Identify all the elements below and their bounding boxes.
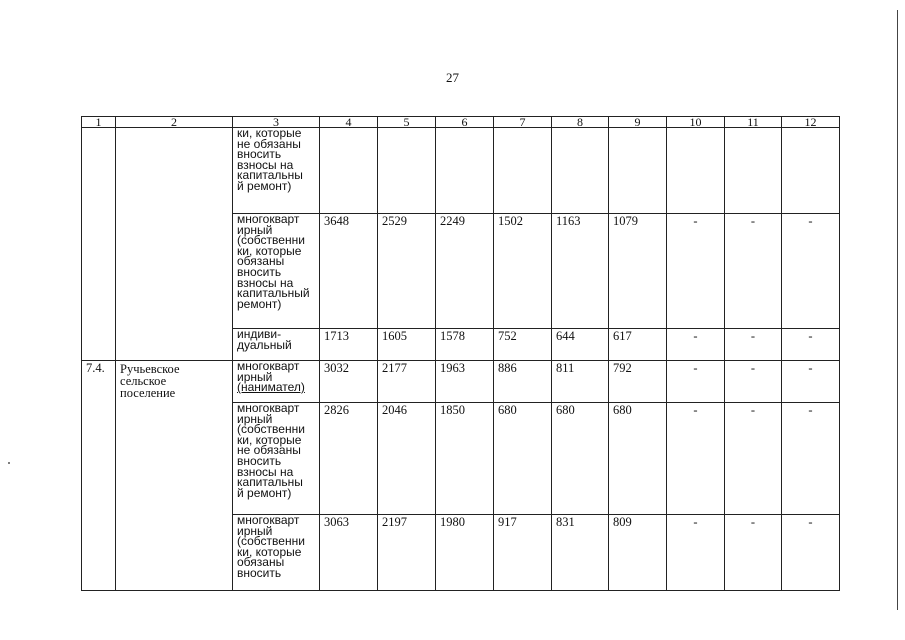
scan-speck bbox=[8, 462, 10, 464]
text-line: ремонт) bbox=[237, 296, 282, 311]
text-line: многокварт bbox=[237, 513, 300, 527]
value-cell bbox=[552, 128, 609, 214]
value-cell: 917 bbox=[494, 515, 552, 591]
col-header: 8 bbox=[552, 117, 609, 128]
housing-type bbox=[233, 329, 320, 361]
text-line: ирный bbox=[237, 523, 273, 538]
value-cell: - bbox=[782, 329, 840, 361]
col-header: 1 bbox=[82, 117, 116, 128]
housing-type bbox=[233, 515, 320, 591]
value-cell bbox=[436, 128, 494, 214]
value-cell: - bbox=[667, 403, 725, 515]
text-line: ки, которые bbox=[237, 544, 302, 559]
value-cell: 680 bbox=[552, 403, 609, 515]
text-line: не обязаны bbox=[237, 443, 301, 458]
text-line: ирный bbox=[237, 411, 273, 426]
text-line: вносить bbox=[237, 565, 282, 580]
value-cell: 617 bbox=[609, 329, 667, 361]
value-cell: 2826 bbox=[320, 403, 378, 515]
col-header: 5 bbox=[378, 117, 436, 128]
housing-type bbox=[233, 128, 320, 214]
value-cell: - bbox=[667, 361, 725, 403]
value-cell: - bbox=[782, 403, 840, 515]
value-cell: 2529 bbox=[378, 214, 436, 329]
value-cell: 811 bbox=[552, 361, 609, 403]
housing-type bbox=[233, 214, 320, 329]
text-line: дуальный bbox=[237, 337, 292, 352]
value-cell: - bbox=[667, 329, 725, 361]
text-line: ирный bbox=[237, 222, 273, 237]
text-line: й ремонт) bbox=[237, 485, 292, 500]
value-cell: 3032 bbox=[320, 361, 378, 403]
value-cell: 680 bbox=[494, 403, 552, 515]
value-cell: 792 bbox=[609, 361, 667, 403]
text-line: вносить bbox=[237, 264, 282, 279]
text-line: сельское bbox=[120, 374, 167, 388]
column-number-row bbox=[82, 117, 840, 128]
col-header: 3 bbox=[233, 117, 320, 128]
col-header: 11 bbox=[725, 117, 782, 128]
page-number: 27 bbox=[446, 70, 459, 85]
value-cell: 2197 bbox=[378, 515, 436, 591]
value-cell: - bbox=[782, 361, 840, 403]
settlement-name bbox=[116, 361, 233, 591]
value-cell: 1963 bbox=[436, 361, 494, 403]
value-cell: 3648 bbox=[320, 214, 378, 329]
value-cell bbox=[782, 128, 840, 214]
text-line: вносить bbox=[237, 147, 282, 162]
text-line: ирный bbox=[237, 369, 273, 384]
value-cell bbox=[725, 128, 782, 214]
col-header: 12 bbox=[782, 117, 840, 128]
text-line: индиви- bbox=[237, 327, 282, 341]
value-cell: 1605 bbox=[378, 329, 436, 361]
value-cell: - bbox=[667, 214, 725, 329]
row-index: 7.4. bbox=[82, 361, 116, 591]
text-line: (нанимател) bbox=[237, 380, 305, 395]
value-cell: 644 bbox=[552, 329, 609, 361]
value-cell: - bbox=[725, 329, 782, 361]
settlement-name bbox=[116, 128, 233, 361]
tariff-table bbox=[81, 116, 840, 591]
value-cell: - bbox=[782, 515, 840, 591]
text-line: взносы на bbox=[237, 275, 294, 290]
value-cell: 1850 bbox=[436, 403, 494, 515]
col-header: 9 bbox=[609, 117, 667, 128]
text-line: поселение bbox=[120, 386, 176, 400]
col-header: 7 bbox=[494, 117, 552, 128]
housing-type bbox=[233, 361, 320, 403]
value-cell: 3063 bbox=[320, 515, 378, 591]
value-cell: 831 bbox=[552, 515, 609, 591]
housing-type bbox=[233, 403, 320, 515]
value-cell: - bbox=[725, 361, 782, 403]
text-line: многокварт bbox=[237, 359, 300, 373]
value-cell: 680 bbox=[609, 403, 667, 515]
text-line: капитальный bbox=[237, 286, 310, 301]
value-cell: 1980 bbox=[436, 515, 494, 591]
text-line: й ремонт) bbox=[237, 178, 292, 193]
text-line: обязаны bbox=[237, 555, 285, 570]
text-line: капитальны bbox=[237, 475, 303, 490]
text-line: вносить bbox=[237, 453, 282, 468]
value-cell bbox=[494, 128, 552, 214]
value-cell: 886 bbox=[494, 361, 552, 403]
col-header: 4 bbox=[320, 117, 378, 128]
text-line: Ручьевское bbox=[120, 362, 180, 376]
text-line: многокварт bbox=[237, 212, 300, 226]
value-cell bbox=[609, 128, 667, 214]
row-index bbox=[82, 128, 116, 361]
value-cell: 1713 bbox=[320, 329, 378, 361]
value-cell: 2177 bbox=[378, 361, 436, 403]
value-cell: - bbox=[667, 515, 725, 591]
text-line: не обязаны bbox=[237, 136, 301, 151]
text-line: ки, которые bbox=[237, 243, 302, 258]
value-cell: 2249 bbox=[436, 214, 494, 329]
value-cell: 752 bbox=[494, 329, 552, 361]
text-line: взносы на bbox=[237, 464, 294, 479]
value-cell: 809 bbox=[609, 515, 667, 591]
table-row bbox=[82, 361, 840, 403]
value-cell: 1578 bbox=[436, 329, 494, 361]
col-header: 10 bbox=[667, 117, 725, 128]
col-header: 6 bbox=[436, 117, 494, 128]
text-line: ки, которые bbox=[237, 126, 302, 140]
text-line: обязаны bbox=[237, 254, 285, 269]
table-row bbox=[82, 128, 840, 214]
text-line: многокварт bbox=[237, 401, 300, 415]
value-cell bbox=[378, 128, 436, 214]
value-cell: - bbox=[782, 214, 840, 329]
value-cell: - bbox=[725, 403, 782, 515]
scan-edge-line bbox=[897, 10, 898, 610]
col-header: 2 bbox=[116, 117, 233, 128]
value-cell: 1502 bbox=[494, 214, 552, 329]
value-cell: 1163 bbox=[552, 214, 609, 329]
text-line: (собственни bbox=[237, 233, 305, 248]
text-line: капитальны bbox=[237, 168, 303, 183]
text-line: (собственни bbox=[237, 534, 305, 549]
value-cell: - bbox=[725, 214, 782, 329]
text-line: (собственни bbox=[237, 422, 305, 437]
value-cell: 1079 bbox=[609, 214, 667, 329]
text-line: ки, которые bbox=[237, 432, 302, 447]
value-cell: 2046 bbox=[378, 403, 436, 515]
value-cell: - bbox=[725, 515, 782, 591]
value-cell bbox=[667, 128, 725, 214]
value-cell bbox=[320, 128, 378, 214]
text-line: взносы на bbox=[237, 157, 294, 172]
